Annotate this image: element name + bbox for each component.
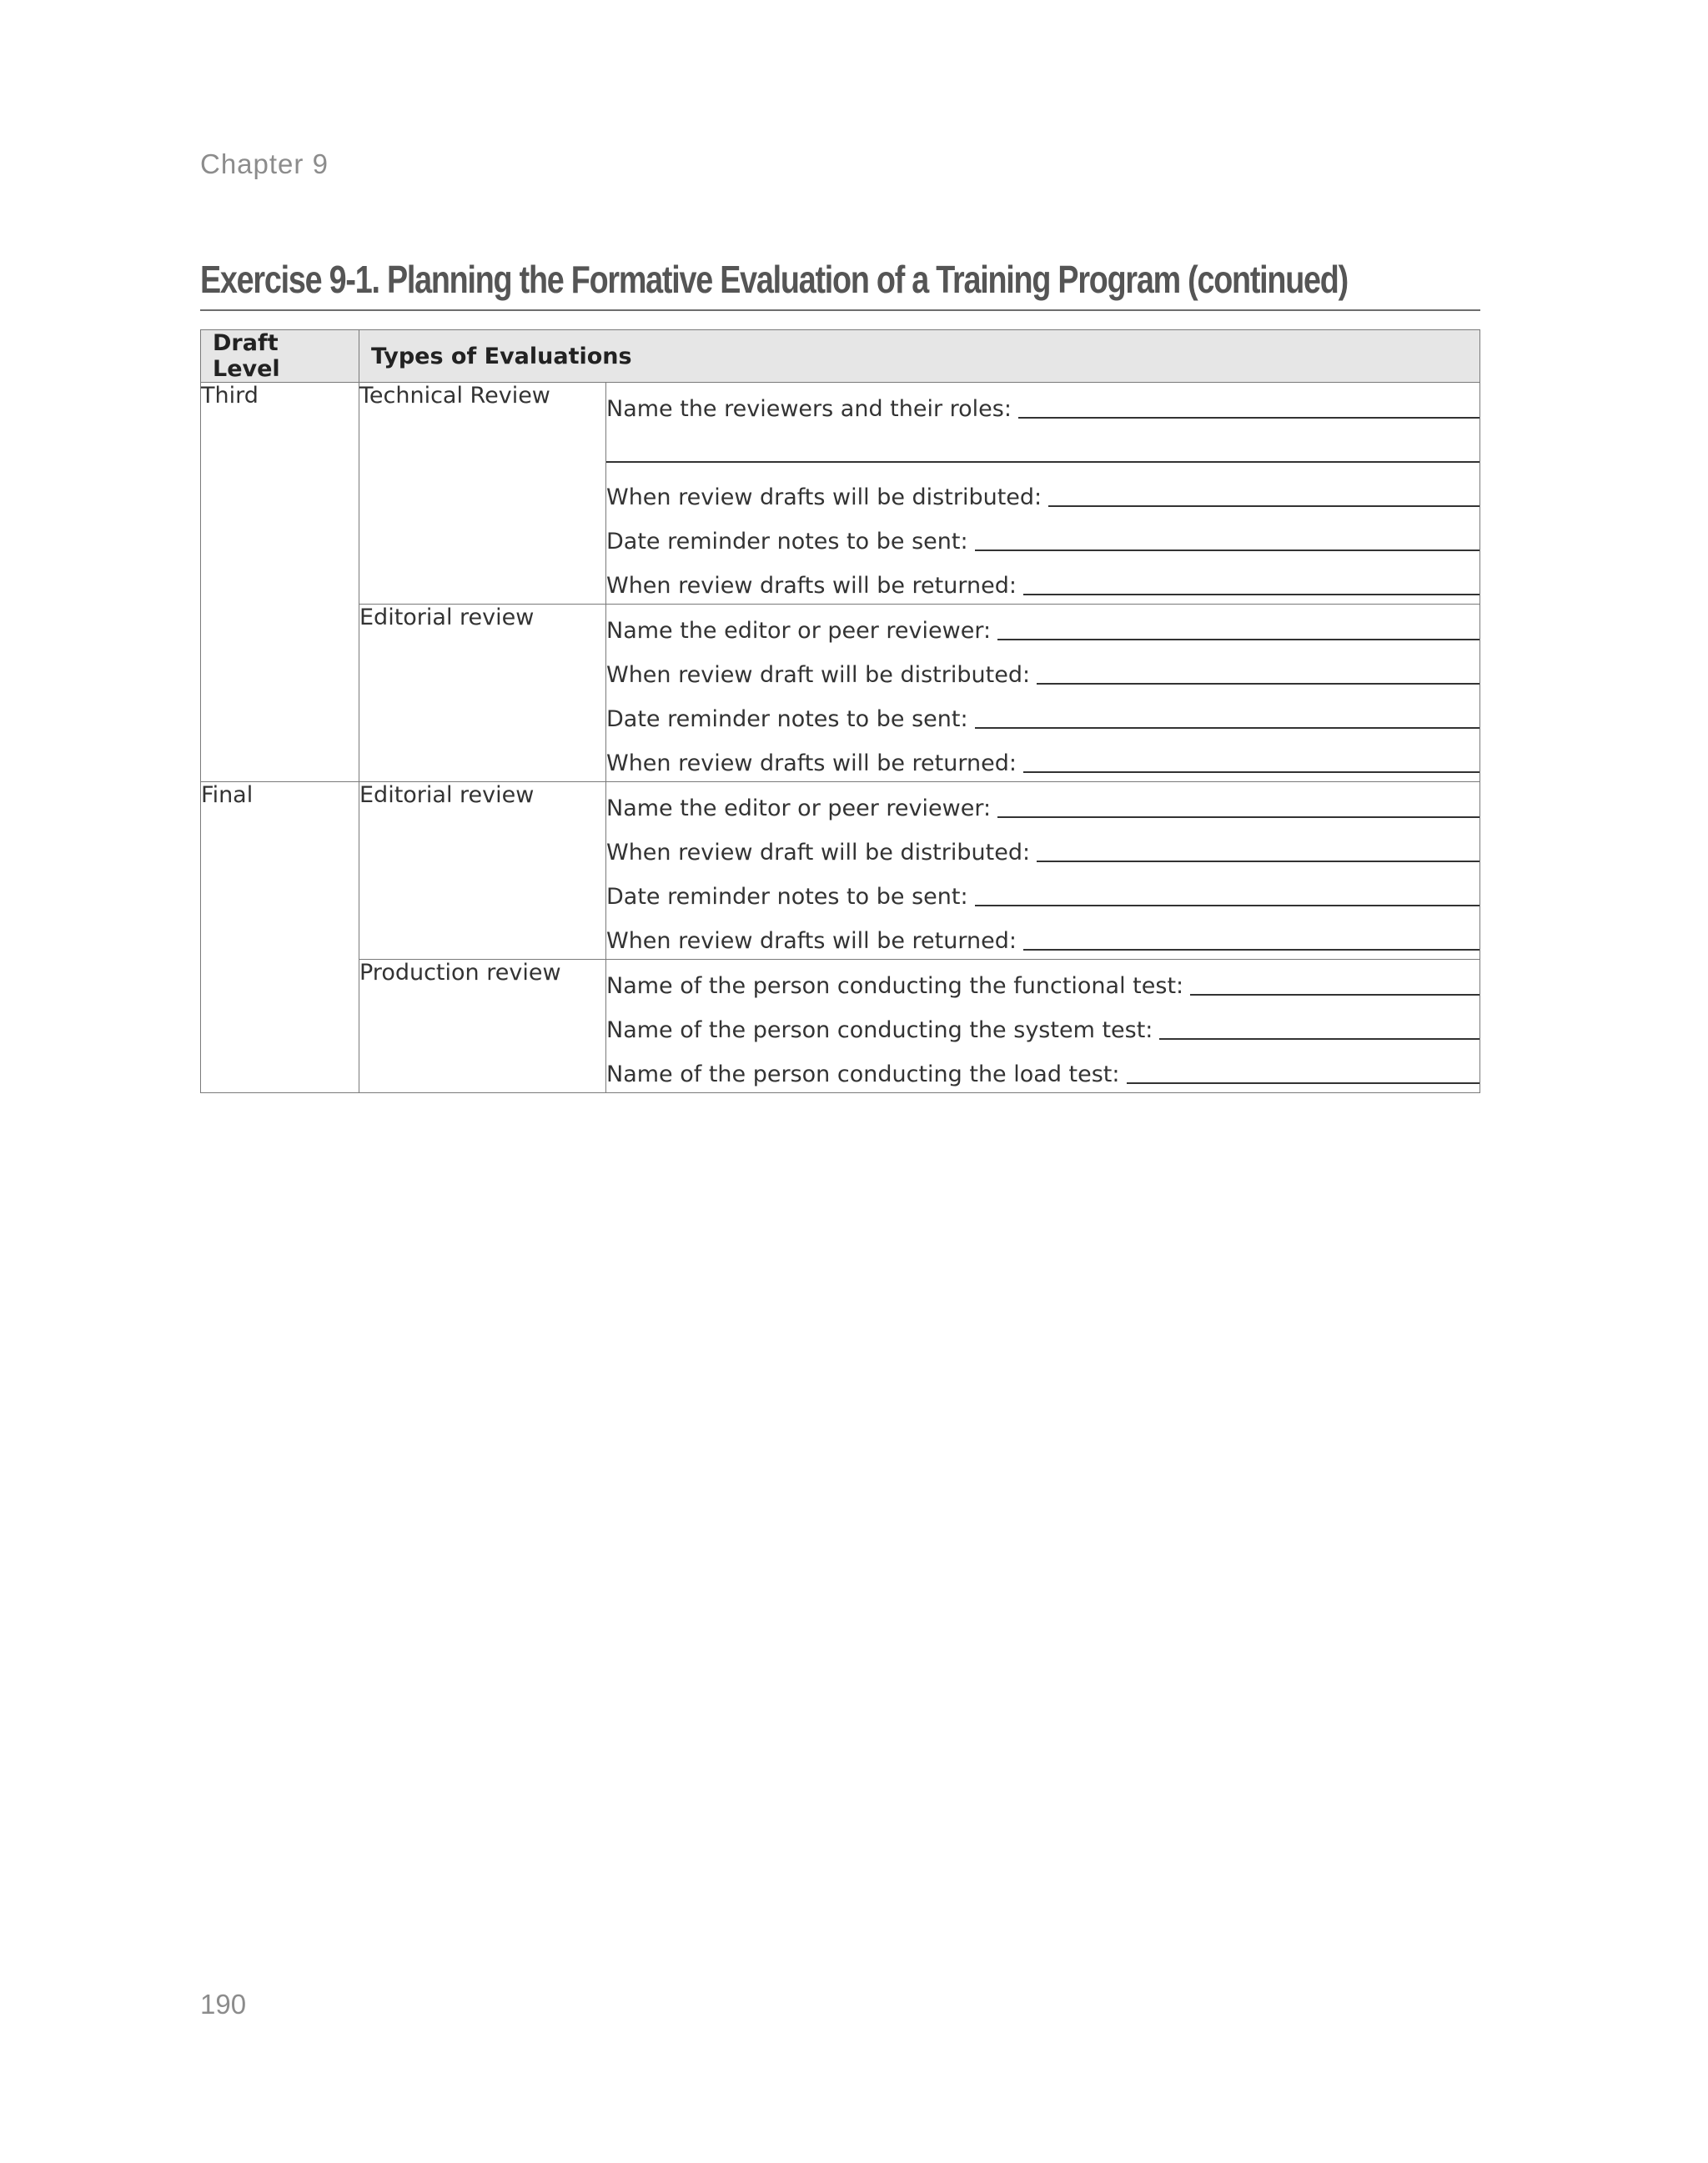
review-fields-cell: [606, 605, 1480, 782]
form-field[interactable]: [606, 737, 1479, 781]
review-fields-cell: [606, 782, 1480, 960]
form-field[interactable]: [606, 693, 1479, 737]
field-label: Name of the person conducting the system test:: [606, 1017, 1153, 1043]
field-label: When review drafts will be distributed:: [606, 484, 1042, 510]
table-header-row: [201, 330, 1480, 383]
field-label: When review drafts will be returned:: [606, 750, 1017, 776]
draft-level-cell: Final: [201, 782, 359, 1093]
fill-in-blank[interactable]: [975, 550, 1479, 551]
field-label: Name the editor or peer reviewer:: [606, 795, 992, 821]
exercise-title: Exercise 9-1. Planning the Formative Evaluation of a Training Program (continued): [200, 258, 1348, 301]
form-field[interactable]: [606, 1004, 1479, 1048]
review-type-cell: Editorial review: [359, 605, 606, 782]
review-fields-cell: [606, 383, 1480, 605]
fill-in-blank[interactable]: [606, 461, 1479, 463]
table-row: [201, 383, 1480, 605]
review-type-cell: Editorial review: [359, 782, 606, 960]
fill-in-blank[interactable]: [997, 816, 1479, 818]
field-label: When review drafts will be returned:: [606, 928, 1017, 954]
fill-in-blank[interactable]: [975, 727, 1479, 729]
fill-in-blank[interactable]: [1023, 594, 1479, 595]
fill-in-blank[interactable]: [1023, 949, 1479, 951]
form-field[interactable]: [606, 383, 1479, 427]
review-fields-cell: [606, 960, 1480, 1093]
fill-in-blank[interactable]: [1159, 1038, 1479, 1040]
fill-in-blank[interactable]: [975, 905, 1479, 906]
field-label: Date reminder notes to be sent:: [606, 529, 968, 555]
table-row: [201, 960, 1480, 1093]
table-row: [201, 605, 1480, 782]
fill-in-blank[interactable]: [1018, 417, 1479, 419]
form-field[interactable]: [606, 1048, 1479, 1092]
field-label: Date reminder notes to be sent:: [606, 884, 968, 910]
form-field[interactable]: [606, 560, 1479, 604]
table-row: [201, 782, 1480, 960]
field-label: Name the reviewers and their roles:: [606, 396, 1012, 422]
form-field[interactable]: [606, 605, 1479, 649]
field-label: When review draft will be distributed:: [606, 840, 1031, 866]
form-field[interactable]: [606, 471, 1479, 515]
evaluation-plan-table: [200, 329, 1480, 1093]
review-type-cell: Production review: [359, 960, 606, 1093]
form-field[interactable]: [606, 871, 1479, 915]
field-label: When review drafts will be returned:: [606, 573, 1017, 599]
page-number: 190: [200, 1989, 247, 2020]
fill-in-blank[interactable]: [1127, 1082, 1480, 1084]
form-field[interactable]: [606, 960, 1479, 1004]
fill-in-blank[interactable]: [1190, 994, 1479, 996]
field-label: Name of the person conducting the load test:: [606, 1061, 1120, 1087]
form-field[interactable]: [606, 515, 1479, 560]
fill-in-blank[interactable]: [997, 639, 1479, 640]
field-label: Name the editor or peer reviewer:: [606, 618, 992, 644]
review-type-cell: Technical Review: [359, 383, 606, 605]
fill-in-blank[interactable]: [1037, 683, 1479, 685]
form-field[interactable]: [606, 427, 1479, 471]
field-label: Name of the person conducting the functional test:: [606, 973, 1184, 999]
header-draft-level: Draft Level: [201, 330, 359, 383]
form-field[interactable]: [606, 915, 1479, 959]
fill-in-blank[interactable]: [1037, 861, 1479, 862]
running-head: Chapter 9: [200, 148, 329, 179]
form-field[interactable]: [606, 826, 1479, 871]
header-types-of-evaluations: Types of Evaluations: [359, 330, 1480, 383]
fill-in-blank[interactable]: [1023, 771, 1479, 773]
field-label: When review draft will be distributed:: [606, 662, 1031, 688]
title-rule: [200, 309, 1480, 311]
form-field[interactable]: [606, 782, 1479, 826]
fill-in-blank[interactable]: [1048, 505, 1479, 507]
field-label: Date reminder notes to be sent:: [606, 706, 968, 732]
draft-level-cell: Third: [201, 383, 359, 782]
form-field[interactable]: [606, 649, 1479, 693]
